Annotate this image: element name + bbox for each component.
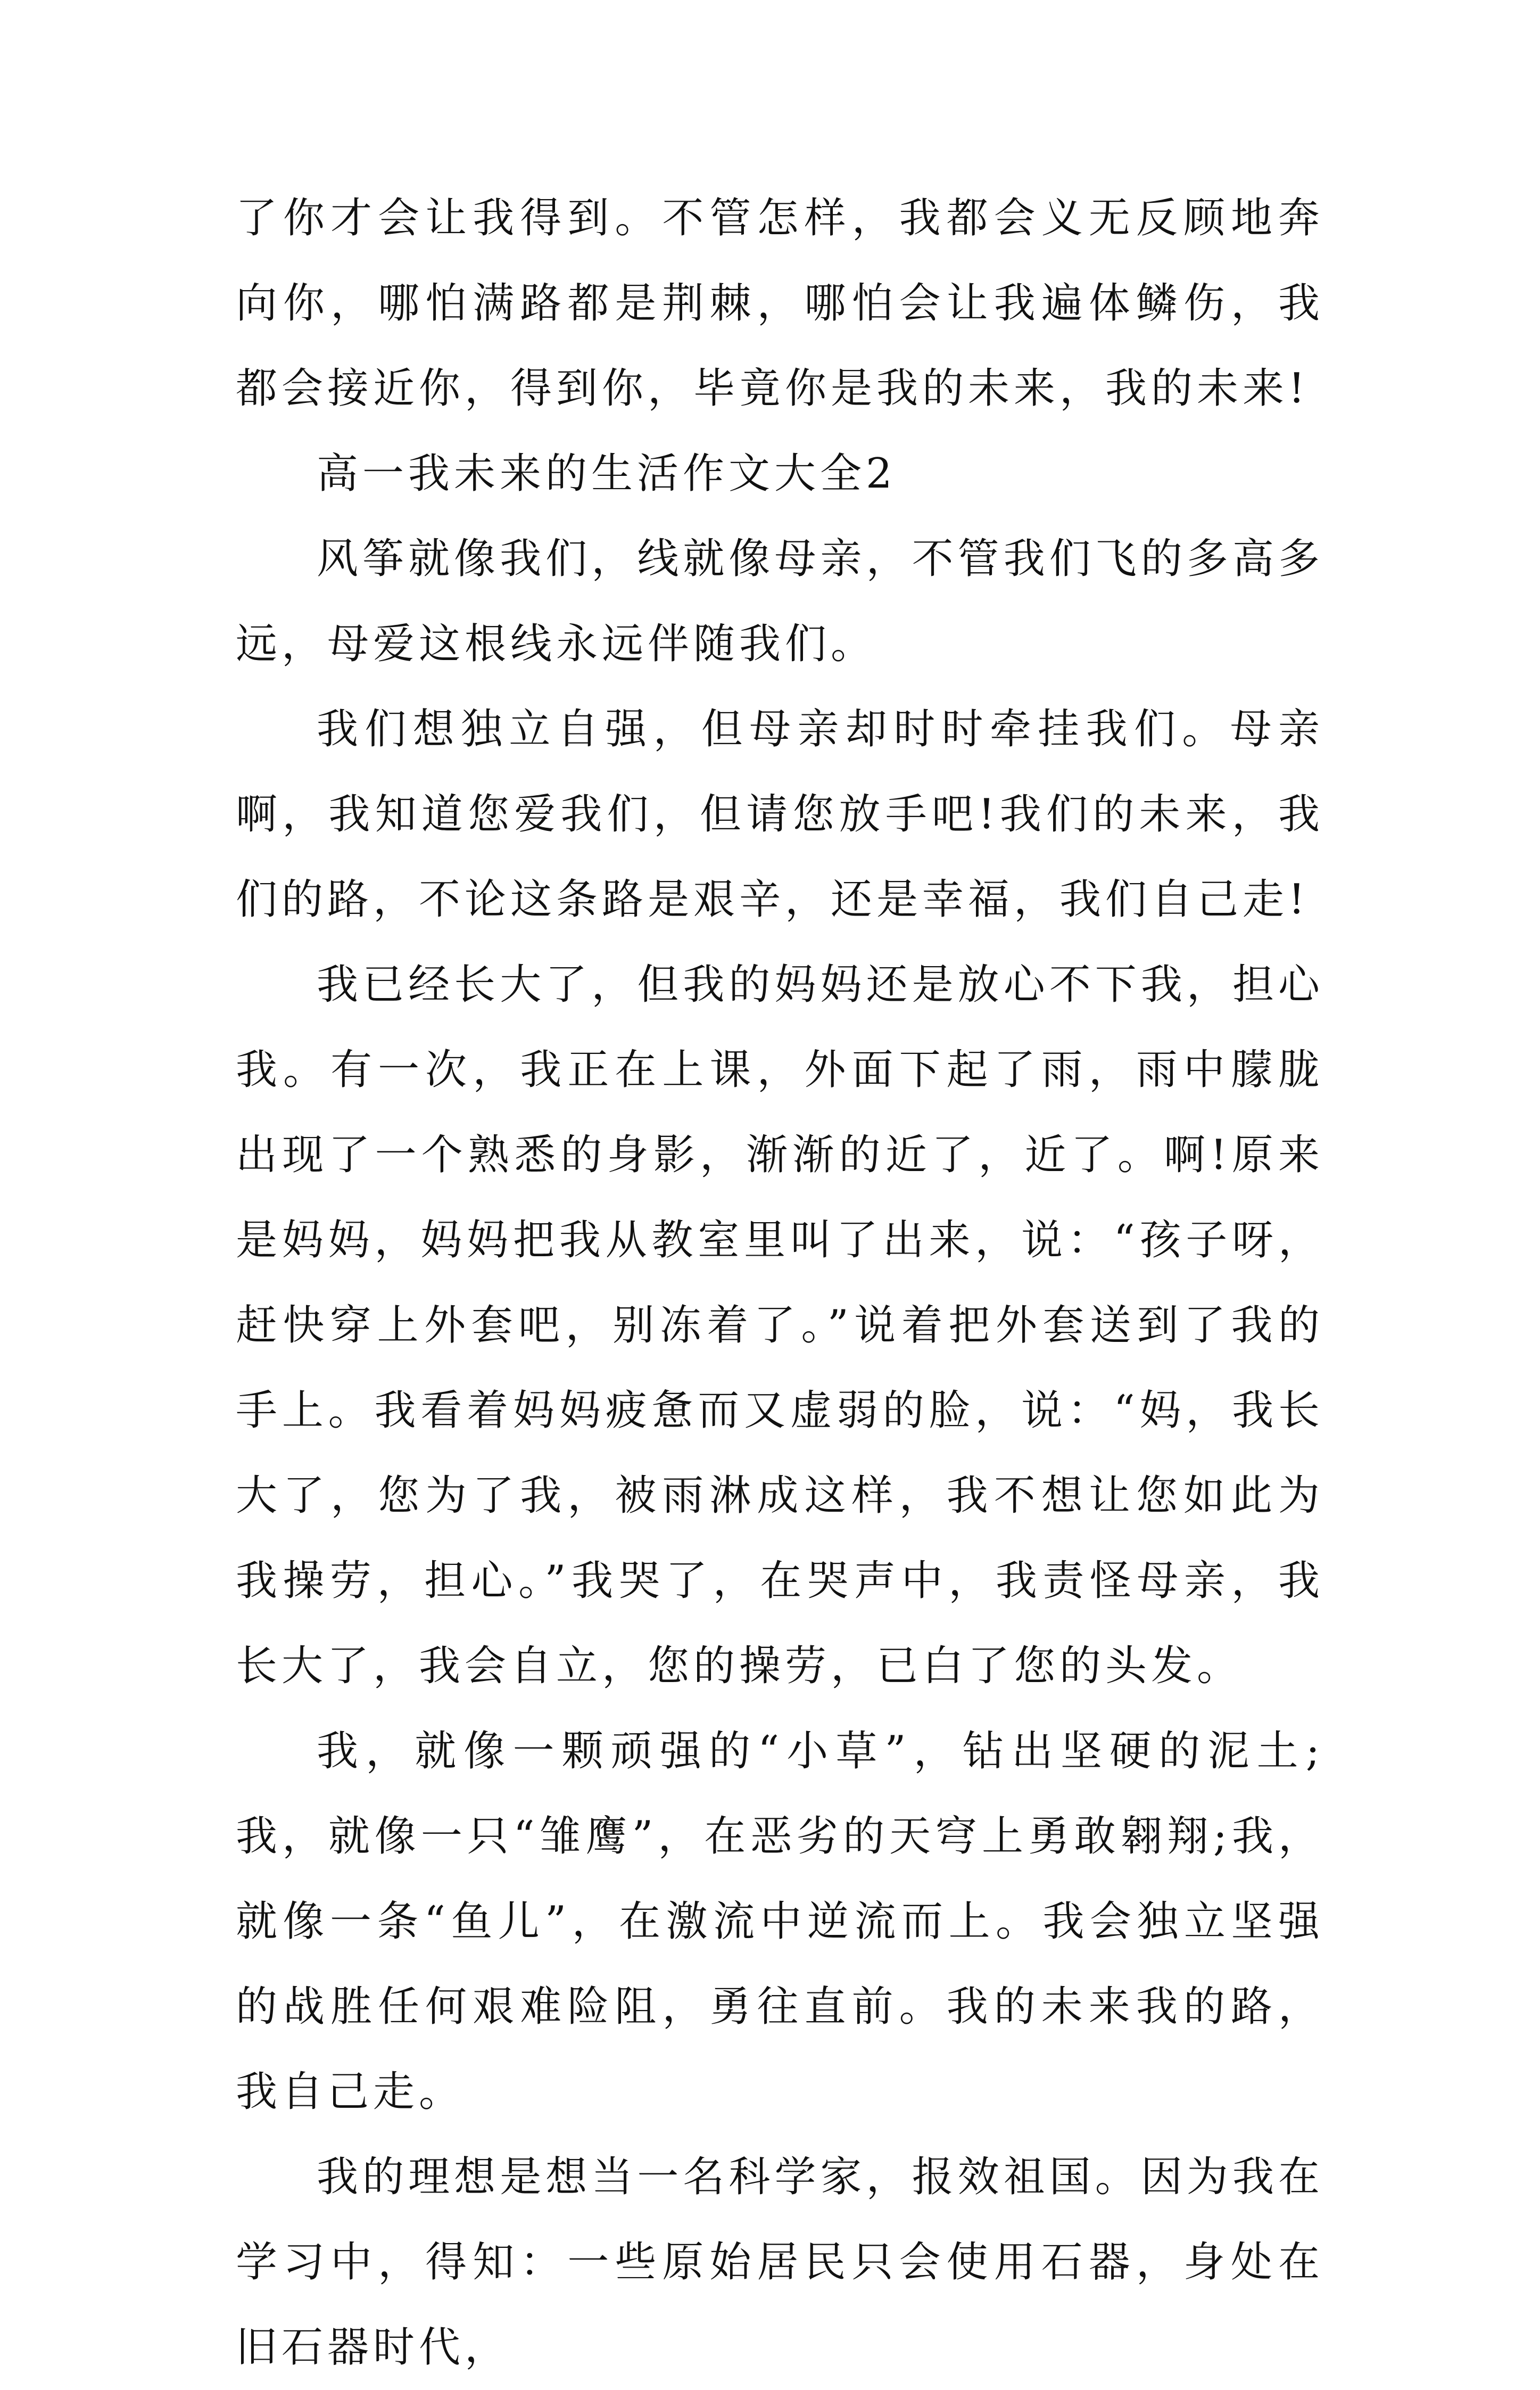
- paragraph: 我们想独立自强，但母亲却时时牵挂我们。母亲啊，我知道您爱我们，但请您放手吧!我们的未来，我们的路，不论这条路是艰辛，还是幸福，我们自己走!: [236, 705, 1324, 924]
- document-body: [236, 176, 1324, 2390]
- paragraph: 我已经长大了，但我的妈妈还是放心不下我，担心我。有一次，我正在上课，外面下起了雨，雨中朦胧出现了一个熟悉的身影，渐渐的近了，近了。啊!原来是妈妈，妈妈把我从教室里叫了出来，说：“孩子呀，赶快穿上外套吧，别冻着了。”说着把外套送到了我的手上。我看着妈妈疲惫而又虚弱的脸，说：“妈，我长大了，您为了我，被雨淋成这样，我不想让您如此为我操劳，担心。”我哭了，在哭声中，我责怪母亲，我长大了，我会自立，您的操劳，已白了您的头发。: [236, 961, 1324, 1690]
- paragraph: 风筝就像我们，线就像母亲，不管我们飞的多高多远，母爱这根线永远伴随我们。: [236, 535, 1324, 668]
- paragraph-continuation: 了你才会让我得到。不管怎样，我都会义无反顾地奔向你，哪怕满路都是荆棘，哪怕会让我遍体鳞伤，我都会接近你，得到你，毕竟你是我的未来，我的未来!: [236, 194, 1324, 413]
- section-heading: 高一我未来的生活作文大全2: [317, 450, 897, 498]
- paragraph: 我的理想是想当一名科学家，报效祖国。因为我在学习中，得知：一些原始居民只会使用石器，身处在旧石器时代，: [236, 2153, 1324, 2371]
- paragraph: 我，就像一颗顽强的“小草”，钻出坚硬的泥土;我，就像一只“雏鹰”，在恶劣的天穹上勇敢翱翔;我，就像一条“鱼儿”，在激流中逆流而上。我会独立坚强的战胜任何艰难险阻，勇往直前。我的未来我的路，我自己走。: [236, 1727, 1324, 2116]
